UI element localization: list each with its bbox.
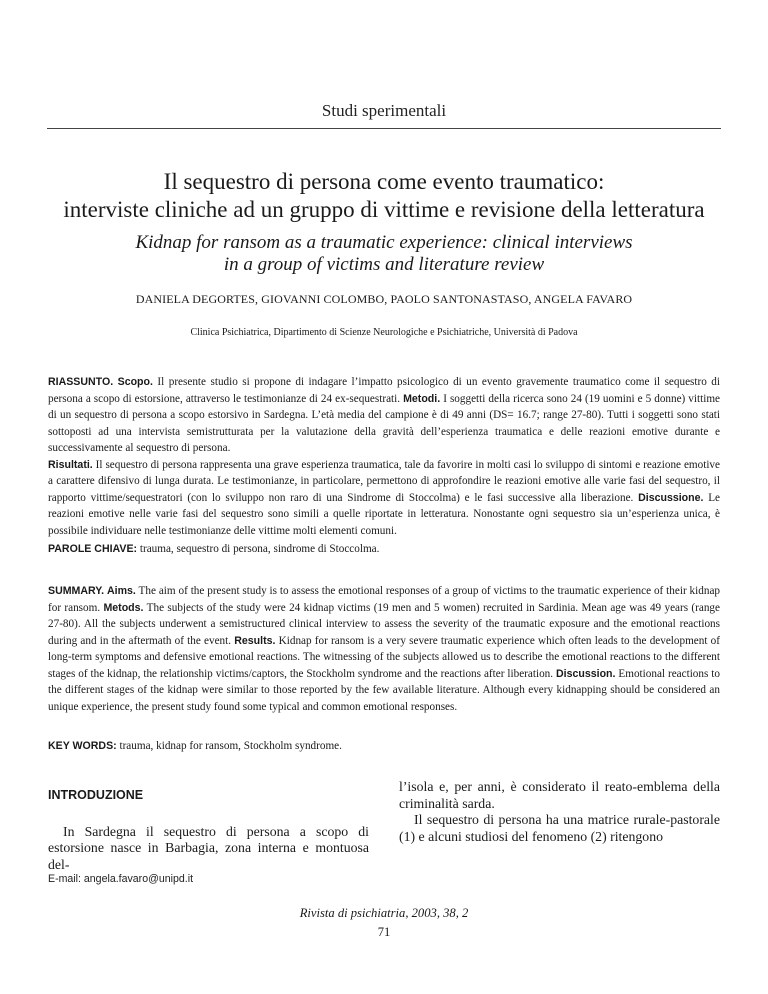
results-text: Kidnap for ransom is a very severe traumatic experience which often leads to the development of long-term symptoms and defensive emotional reactions. The witnessing of the subjects allowed us to describe the emotional reactions to the different stages of the kidnap, the relationship victims/captors, the Stockholm syndrome and the reactions after liberation. — [48, 634, 721, 680]
title-italian-line-2: interviste cliniche ad un gruppo di vittime e revisione della letteratura — [63, 197, 705, 222]
risultati-text: Il sequestro di persona rappresenta una grave esperienza traumatica, tale da favorire in molti casi lo sviluppo di sintomi e reazione emotive a carattere difensivo di lunga durata. Le testimonianze, in particolare, permettono di approfondire le reazioni emotive alle varie fasi del sequestro, il rapporto vittime/sequestratori (con lo sviluppo non raro di una Sindrome di Stoccolma) e le fasi successive alla liberazione. — [48, 458, 720, 504]
body-column-left — [48, 787, 369, 873]
parole-chiave-label: PAROLE CHIAVE: — [48, 543, 138, 555]
body-paragraph: l’isola e, per anni, è considerato il reato-emblema della criminalità sarda. — [399, 779, 720, 811]
results-label: Results. — [234, 634, 276, 647]
discussion-label: Discussion. — [556, 667, 616, 680]
title-english-line-1: Kidnap for ransom as a traumatic experience: clinical interviews — [135, 232, 633, 253]
introduction-heading: INTRODUZIONE — [48, 788, 144, 802]
body-paragraph: Il sequestro di persona ha una matrice rurale-pastorale (1) e alcuni studiosi del fenomeno (2) ritengono — [399, 812, 720, 844]
body-column-right — [399, 779, 720, 845]
scopo-text: Il presente studio si propone di indagare l’impatto psicologico di un evento gravemente traumatico come il sequestro di persona a scopo di estorsione, attraverso le testimonianze di 24 ex-sequestrati. — [48, 376, 721, 405]
riassunto-abstract — [48, 374, 720, 539]
section-title: Studi sperimentali — [321, 101, 447, 120]
corresponding-email: E-mail: angela.favaro@unipd.it — [48, 873, 194, 885]
key-words — [48, 738, 720, 755]
parole-chiave — [48, 541, 720, 558]
affiliation: Clinica Psichiatrica, Dipartimento di Scienze Neurologiche e Psichiatriche, Università di Padova — [190, 327, 578, 338]
article-title-italian — [0, 168, 768, 224]
discussione-text: Le reazioni emotive nelle varie fasi del sequestro sono simili a quelle riportate in letteratura. Nonostante ogni sequestro sia un’esperienza unica, è possibile individuare nelle testimonianze delle vittime molti elementi comuni. — [48, 491, 720, 537]
scopo-label: Scopo. — [117, 376, 153, 388]
page-number: 71 — [377, 925, 391, 939]
metodi-text: I soggetti della ricerca sono 24 (19 uomini e 5 donne) vittime di un sequestro di persona a scopo estorsivo in Sardegna. L’età media del campione è di 49 anni (DS= 16.7; range 27-80). Tutti i soggetti sono stati sottoposti ad una intervista semistrutturata per la valutazione della gravità dell’esperienza traumatica e delle reazioni emotive durante e successivamente al sequestro di persona. — [48, 392, 721, 454]
parole-chiave-text: trauma, sequestro di persona, sindrome di Stoccolma. — [137, 543, 380, 555]
body-paragraph: In Sardegna il sequestro di persona a scopo di estorsione nasce in Barbagia, zona interna e montuosa del- — [48, 823, 369, 872]
metodi-label: Metodi. — [403, 392, 441, 405]
key-words-label: KEY WORDS: — [48, 740, 117, 752]
journal-citation: Rivista di psichiatria, 2003, 38, 2 — [299, 906, 469, 920]
aims-text: The aim of the present study is to assess the emotional responses of a group of victims to the traumatic experience of their kidnap for ransom. — [48, 585, 721, 614]
aims-label: Aims. — [107, 585, 136, 597]
risultati-label: Risultati. — [48, 458, 93, 471]
metods-label: Metods. — [103, 601, 144, 614]
header-rule — [47, 128, 721, 129]
article-title-english — [0, 232, 768, 276]
author-list: DANIELA DEGORTES, GIOVANNI COLOMBO, PAOLO SANTONASTASO, ANGELA FAVARO — [135, 292, 633, 306]
metods-text: The subjects of the study were 24 kidnap victims (19 men and 5 women) recruited in Sardinia. Mean age was 49 years (range 27-80). All the subjects underwent a semistructured clinical interview to assess the severity of the traumatic exposure and the emotional reactions during and in the aftermath of the event. — [48, 601, 720, 647]
summary-abstract — [48, 583, 720, 715]
title-english-line-2: in a group of victims and literature review — [223, 254, 545, 275]
key-words-text: trauma, kidnap for ransom, Stockholm syndrome. — [116, 740, 342, 752]
riassunto-label: RIASSUNTO. — [48, 376, 114, 388]
discussion-text: Emotional reactions to the different stages of the kidnap were similar to those reported by the few available literature. Although every kidnapping should be considered an unique experience, the present study found some typical and common emotional responses. — [48, 667, 720, 713]
summary-label: SUMMARY. — [48, 585, 105, 597]
title-italian-line-1: Il sequestro di persona come evento traumatico: — [163, 169, 605, 194]
discussione-label: Discussione. — [638, 491, 704, 504]
